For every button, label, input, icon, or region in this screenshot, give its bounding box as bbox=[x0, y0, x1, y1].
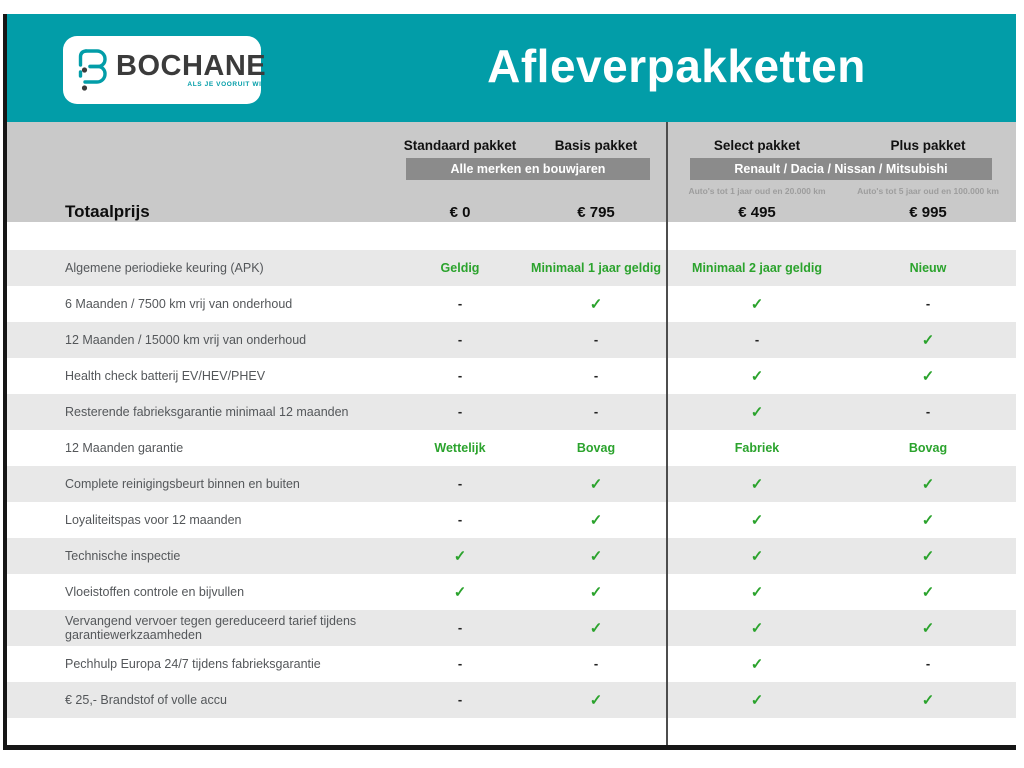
feature-value-cell bbox=[670, 547, 844, 566]
feature-value-cell bbox=[392, 475, 528, 493]
check-icon: ✓ bbox=[750, 691, 764, 709]
dash-mark: - bbox=[457, 332, 463, 347]
feature-value-text: Fabriek bbox=[734, 441, 780, 455]
table-row bbox=[7, 430, 1016, 466]
band-row-spacer bbox=[7, 222, 1016, 250]
dash-mark: - bbox=[593, 332, 599, 347]
brand-name: BOCHANE bbox=[116, 50, 267, 82]
check-icon: ✓ bbox=[589, 475, 603, 493]
feature-value-cell bbox=[392, 367, 528, 385]
price-select: € 495 bbox=[738, 203, 776, 221]
page-title: Afleverpakketten bbox=[487, 39, 866, 92]
dash-mark: - bbox=[593, 368, 599, 383]
feature-value-cell bbox=[844, 259, 1012, 277]
package-header-band bbox=[7, 122, 1016, 222]
feature-label: 12 Maanden garantie bbox=[65, 441, 184, 455]
dash-mark: - bbox=[457, 476, 463, 491]
check-icon: ✓ bbox=[921, 583, 935, 601]
dash-mark: - bbox=[457, 512, 463, 527]
logo-text bbox=[116, 52, 266, 88]
banner-left-wrap bbox=[392, 158, 664, 180]
dash-mark: - bbox=[457, 404, 463, 419]
check-icon: ✓ bbox=[921, 691, 935, 709]
feature-label: Vloeistoffen controle en bijvullen bbox=[65, 585, 245, 599]
feature-value-cell bbox=[670, 691, 844, 710]
feature-value-cell bbox=[844, 403, 1012, 421]
check-icon: ✓ bbox=[750, 655, 764, 673]
feature-value-cell bbox=[392, 511, 528, 529]
total-price-label: Totaalprijs bbox=[65, 202, 150, 221]
feature-value-cell bbox=[670, 583, 844, 602]
feature-label: € 25,- Brandstof of volle accu bbox=[65, 693, 227, 707]
check-icon: ✓ bbox=[921, 331, 935, 349]
feature-value-cell bbox=[670, 259, 844, 277]
price-plus: € 995 bbox=[909, 203, 947, 221]
banner-right-wrap bbox=[670, 158, 1012, 180]
feature-value-cell bbox=[528, 691, 664, 710]
check-icon: ✓ bbox=[921, 475, 935, 493]
package-name-select: Select pakket bbox=[713, 137, 801, 153]
table-row bbox=[7, 322, 1016, 358]
check-icon: ✓ bbox=[750, 619, 764, 637]
feature-value-cell bbox=[392, 619, 528, 637]
check-icon: ✓ bbox=[750, 583, 764, 601]
table-row bbox=[7, 682, 1016, 718]
bochane-logo-icon bbox=[75, 46, 109, 97]
table-row bbox=[7, 394, 1016, 430]
feature-value-cell bbox=[844, 367, 1012, 386]
check-icon: ✓ bbox=[589, 295, 603, 313]
price-basis: € 795 bbox=[577, 203, 615, 221]
feature-value-cell bbox=[670, 619, 844, 638]
check-icon: ✓ bbox=[921, 547, 935, 565]
feature-value-cell bbox=[392, 655, 528, 673]
feature-value-cell bbox=[528, 547, 664, 566]
dash-mark: - bbox=[925, 404, 931, 419]
feature-value-cell bbox=[670, 655, 844, 674]
dash-mark: - bbox=[925, 656, 931, 671]
feature-label: 12 Maanden / 15000 km vrij van onderhoud bbox=[65, 333, 307, 347]
feature-value-cell bbox=[528, 295, 664, 314]
feature-rows bbox=[7, 250, 1016, 718]
feature-value-cell bbox=[844, 583, 1012, 602]
feature-value-text: Wettelijk bbox=[434, 441, 486, 455]
table-row bbox=[7, 574, 1016, 610]
table-row bbox=[7, 610, 1016, 646]
check-icon: ✓ bbox=[453, 583, 467, 601]
table-row bbox=[7, 502, 1016, 538]
feature-value-cell bbox=[844, 547, 1012, 566]
check-icon: ✓ bbox=[589, 547, 603, 565]
check-icon: ✓ bbox=[453, 547, 467, 565]
feature-value-cell bbox=[528, 511, 664, 530]
feature-value-cell bbox=[670, 475, 844, 494]
table-row bbox=[7, 538, 1016, 574]
feature-label: Resterende fabrieksgarantie minimaal 12 maanden bbox=[65, 405, 349, 419]
feature-value-text: Minimaal 1 jaar geldig bbox=[531, 261, 661, 275]
feature-label: Vervangend vervoer tegen gereduceerd tarief tijdens garantiewerkzaamheden bbox=[65, 614, 357, 642]
feature-value-cell bbox=[392, 331, 528, 349]
note-plus: Auto's tot 5 jaar oud en 100.000 km bbox=[857, 185, 999, 196]
dash-mark: - bbox=[593, 656, 599, 671]
feature-label: Technische inspectie bbox=[65, 549, 181, 563]
logo-card bbox=[63, 36, 267, 104]
feature-label: 6 Maanden / 7500 km vrij van onderhoud bbox=[65, 297, 293, 311]
feature-value-cell bbox=[528, 655, 664, 673]
feature-value-cell bbox=[392, 583, 528, 602]
check-icon: ✓ bbox=[921, 367, 935, 385]
check-icon: ✓ bbox=[589, 619, 603, 637]
top-banner bbox=[7, 14, 1016, 122]
feature-value-cell bbox=[670, 331, 844, 349]
check-icon: ✓ bbox=[589, 691, 603, 709]
feature-value-cell bbox=[528, 403, 664, 421]
table-row bbox=[7, 646, 1016, 682]
feature-value-cell bbox=[392, 295, 528, 313]
banner-brand-list: Renault / Dacia / Nissan / Mitsubishi bbox=[690, 158, 992, 180]
feature-value-cell bbox=[392, 691, 528, 709]
dash-mark: - bbox=[457, 656, 463, 671]
table-row bbox=[7, 358, 1016, 394]
dash-mark: - bbox=[925, 296, 931, 311]
check-icon: ✓ bbox=[750, 475, 764, 493]
feature-value-cell bbox=[670, 295, 844, 314]
note-select: Auto's tot 1 jaar oud en 20.000 km bbox=[688, 185, 826, 196]
table-row bbox=[7, 250, 1016, 286]
feature-label: Complete reinigingsbeurt binnen en buiten bbox=[65, 477, 300, 491]
price-standaard: € 0 bbox=[449, 203, 471, 221]
check-icon: ✓ bbox=[750, 367, 764, 385]
feature-value-cell bbox=[844, 295, 1012, 313]
package-name-basis: Basis pakket bbox=[554, 137, 638, 153]
check-icon: ✓ bbox=[750, 295, 764, 313]
check-icon: ✓ bbox=[750, 403, 764, 421]
feature-value-text: Minimaal 2 jaar geldig bbox=[692, 261, 822, 275]
feature-value-cell bbox=[392, 403, 528, 421]
feature-value-cell bbox=[844, 439, 1012, 457]
package-name-standaard: Standaard pakket bbox=[403, 137, 517, 153]
feature-value-text: Bovag bbox=[576, 441, 616, 455]
dash-mark: - bbox=[593, 404, 599, 419]
feature-label: Health check batterij EV/HEV/PHEV bbox=[65, 369, 266, 383]
feature-label: Algemene periodieke keuring (APK) bbox=[65, 261, 264, 275]
label-column-spacer bbox=[7, 158, 392, 180]
feature-value-cell bbox=[392, 259, 528, 277]
feature-value-cell bbox=[528, 259, 664, 277]
dash-mark: - bbox=[754, 332, 760, 347]
feature-value-text: Bovag bbox=[908, 441, 948, 455]
feature-value-cell bbox=[528, 367, 664, 385]
brand-tagline: ALS JE VOORUIT WIL bbox=[187, 81, 267, 88]
feature-value-cell bbox=[844, 691, 1012, 710]
package-name-plus: Plus pakket bbox=[890, 137, 966, 153]
feature-value-cell bbox=[670, 511, 844, 530]
feature-value-cell bbox=[844, 619, 1012, 638]
feature-value-cell bbox=[392, 439, 528, 457]
feature-value-cell bbox=[528, 331, 664, 349]
feature-value-text: Geldig bbox=[440, 261, 480, 275]
feature-label: Pechhulp Europa 24/7 tijdens fabrieksgarantie bbox=[65, 657, 321, 671]
feature-value-cell bbox=[670, 367, 844, 386]
feature-value-cell bbox=[392, 547, 528, 566]
feature-value-cell bbox=[844, 511, 1012, 530]
check-icon: ✓ bbox=[589, 511, 603, 529]
column-divider bbox=[666, 122, 668, 745]
feature-label: Loyaliteitspas voor 12 maanden bbox=[65, 513, 242, 527]
table-row bbox=[7, 466, 1016, 502]
feature-value-cell bbox=[844, 655, 1012, 673]
feature-value-cell bbox=[528, 619, 664, 638]
feature-value-cell bbox=[844, 331, 1012, 350]
feature-value-cell bbox=[528, 475, 664, 494]
feature-value-cell bbox=[670, 439, 844, 457]
check-icon: ✓ bbox=[921, 619, 935, 637]
comparison-sheet bbox=[3, 14, 1016, 750]
feature-value-text: Nieuw bbox=[909, 261, 947, 275]
check-icon: ✓ bbox=[750, 511, 764, 529]
banner-all-brands: Alle merken en bouwjaren bbox=[406, 158, 650, 180]
feature-value-cell bbox=[528, 583, 664, 602]
dash-mark: - bbox=[457, 368, 463, 383]
check-icon: ✓ bbox=[921, 511, 935, 529]
feature-value-cell bbox=[670, 403, 844, 422]
feature-value-cell bbox=[528, 439, 664, 457]
dash-mark: - bbox=[457, 296, 463, 311]
check-icon: ✓ bbox=[589, 583, 603, 601]
feature-value-cell bbox=[844, 475, 1012, 494]
check-icon: ✓ bbox=[750, 547, 764, 565]
table-row bbox=[7, 286, 1016, 322]
dash-mark: - bbox=[457, 692, 463, 707]
dash-mark: - bbox=[457, 620, 463, 635]
